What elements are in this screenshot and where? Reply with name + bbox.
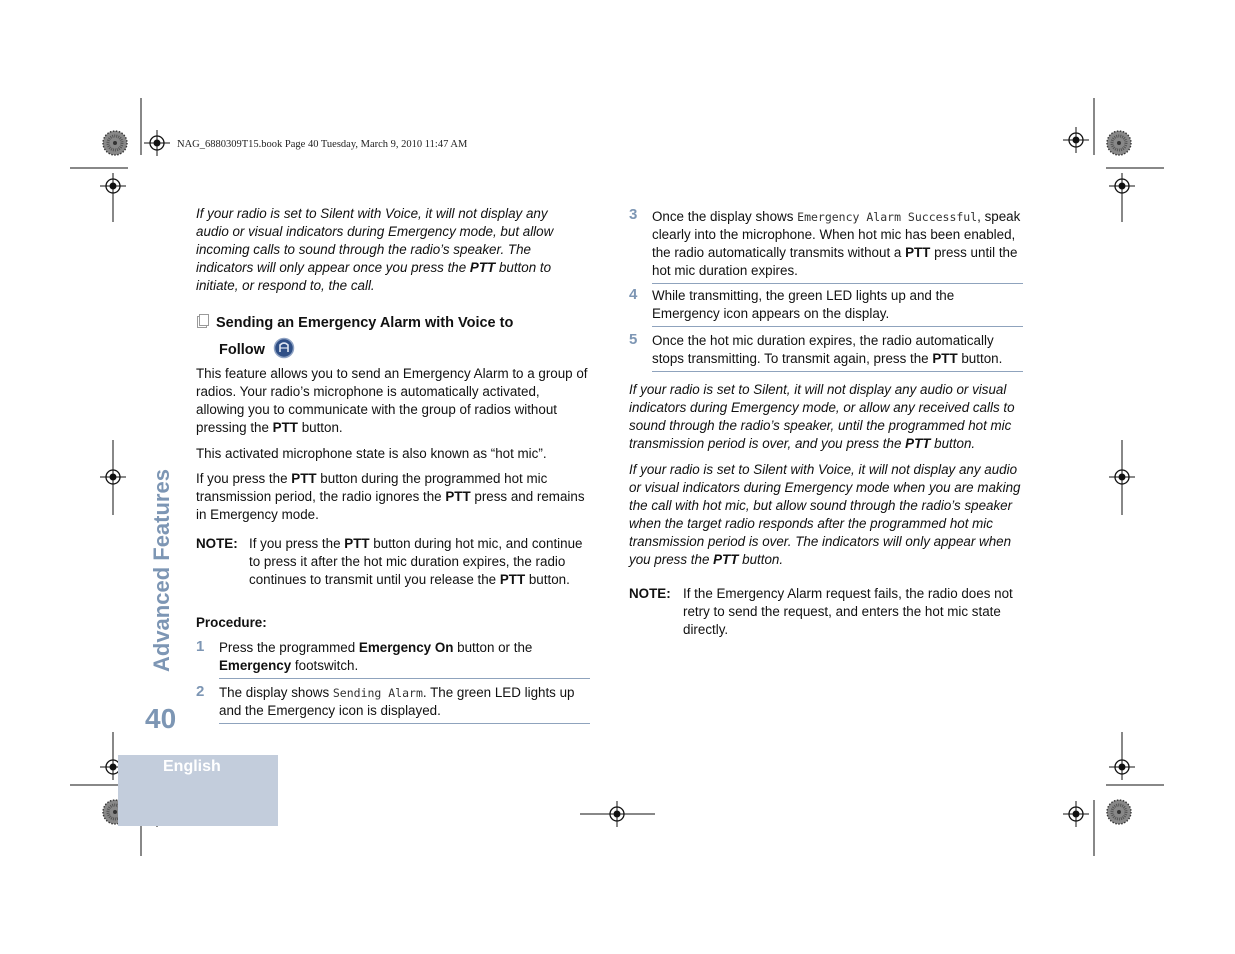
registration-crosshair-icon — [604, 801, 630, 827]
silent-mode-note: If your radio is set to Silent, it will not display any audio or visual indicators during Emergency mode, or allow any received calls to sound through the radio’s speaker, until the programmed hot mic transmission period is over, and you press the PTT button. — [629, 382, 1015, 451]
language-label: English — [163, 758, 221, 775]
step-number: 5 — [629, 331, 638, 348]
page-number: 40 — [145, 703, 177, 734]
procedure-step: Press the programmed Emergency On button or the Emergency footswitch. — [219, 639, 590, 679]
registration-starburst-icon — [1107, 131, 1131, 155]
procedure-step: The display shows Sending Alarm. The green LED lights up and the Emergency icon is displayed. — [219, 684, 590, 724]
note-text: If you press the PTT button during hot mic, and continue to press it after the hot mic duration expires, the radio continues to transmit until you release the PTT button. — [249, 536, 583, 587]
step-number: 2 — [196, 683, 205, 700]
silent-with-voice-note: If your radio is set to Silent with Voice, it will not display any audio or visual indicators during Emergency mode when you are making the call with hot mic, but allow sound through the radio’s speaker when the target radio responds after the programmed hot mic transmission period is over. The indicators will only appear when you press the PTT button. — [629, 462, 1021, 567]
procedure-step: While transmitting, the green LED lights up and the Emergency icon appears on the display. — [652, 287, 1023, 327]
section-heading — [196, 312, 586, 367]
step-number: 1 — [196, 638, 205, 655]
registration-starburst-icon — [103, 131, 127, 155]
note-label: NOTE: — [196, 536, 238, 551]
registration-crosshair-icon — [144, 130, 170, 156]
digital-mode-icon — [273, 337, 295, 367]
note-text: If the Emergency Alarm request fails, the radio does not retry to send the request, and enters the hot mic state directly. — [683, 586, 1013, 637]
paragraph-hot-mic: This activated microphone state is also known as “hot mic”. — [196, 446, 547, 461]
registration-crosshair-icon — [1109, 173, 1135, 199]
paragraph-feature-intro: This feature allows you to send an Emergency Alarm to a group of radios. Your radio’s microphone is automatically activated, allowing you to communicate with the group of radios without pressing the PTT button. — [196, 366, 588, 435]
registration-crosshair-icon — [100, 173, 126, 199]
registration-crosshair-icon — [1063, 801, 1089, 827]
heading-line-2: Follow — [219, 342, 265, 358]
registration-crosshair-icon — [1063, 127, 1089, 153]
intro-silent-with-voice-note: If your radio is set to Silent with Voice, it will not display any audio or visual indicators during Emergency mode, but allow incoming calls to sound through the radio’s speaker. The indicators will only appear once you press the PTT button to initiate, or respond to, the call. — [196, 206, 554, 293]
registration-crosshair-icon — [100, 464, 126, 490]
heading-line-1: Sending an Emergency Alarm with Voice to — [216, 315, 514, 331]
step-number: 3 — [629, 206, 638, 223]
procedure-step: Once the hot mic duration expires, the radio automatically stops transmitting. To transmit again, press the PTT button. — [652, 332, 1023, 372]
registration-crosshair-icon — [1109, 464, 1135, 490]
note-label: NOTE: — [629, 586, 671, 601]
paragraph-ptt-ignored: If you press the PTT button during the programmed hot mic transmission period, the radio ignores the PTT press and remains in Emergency mode. — [196, 471, 585, 522]
section-title: Advanced Features — [149, 469, 174, 672]
registration-starburst-icon — [1107, 800, 1131, 824]
registration-crosshair-icon — [1109, 754, 1135, 780]
page-bookmark-icon — [196, 313, 210, 337]
procedure-label: Procedure: — [196, 615, 267, 630]
procedure-step: Once the display shows Emergency Alarm Successful, speak clearly into the microphone. When hot mic has been enabled, the radio automatically transmits without a PTT press until the hot mic duration expires. — [652, 208, 1023, 284]
book-file-info: NAG_6880309T15.book Page 40 Tuesday, March 9, 2010 11:47 AM — [177, 139, 468, 150]
step-number: 4 — [629, 286, 638, 303]
